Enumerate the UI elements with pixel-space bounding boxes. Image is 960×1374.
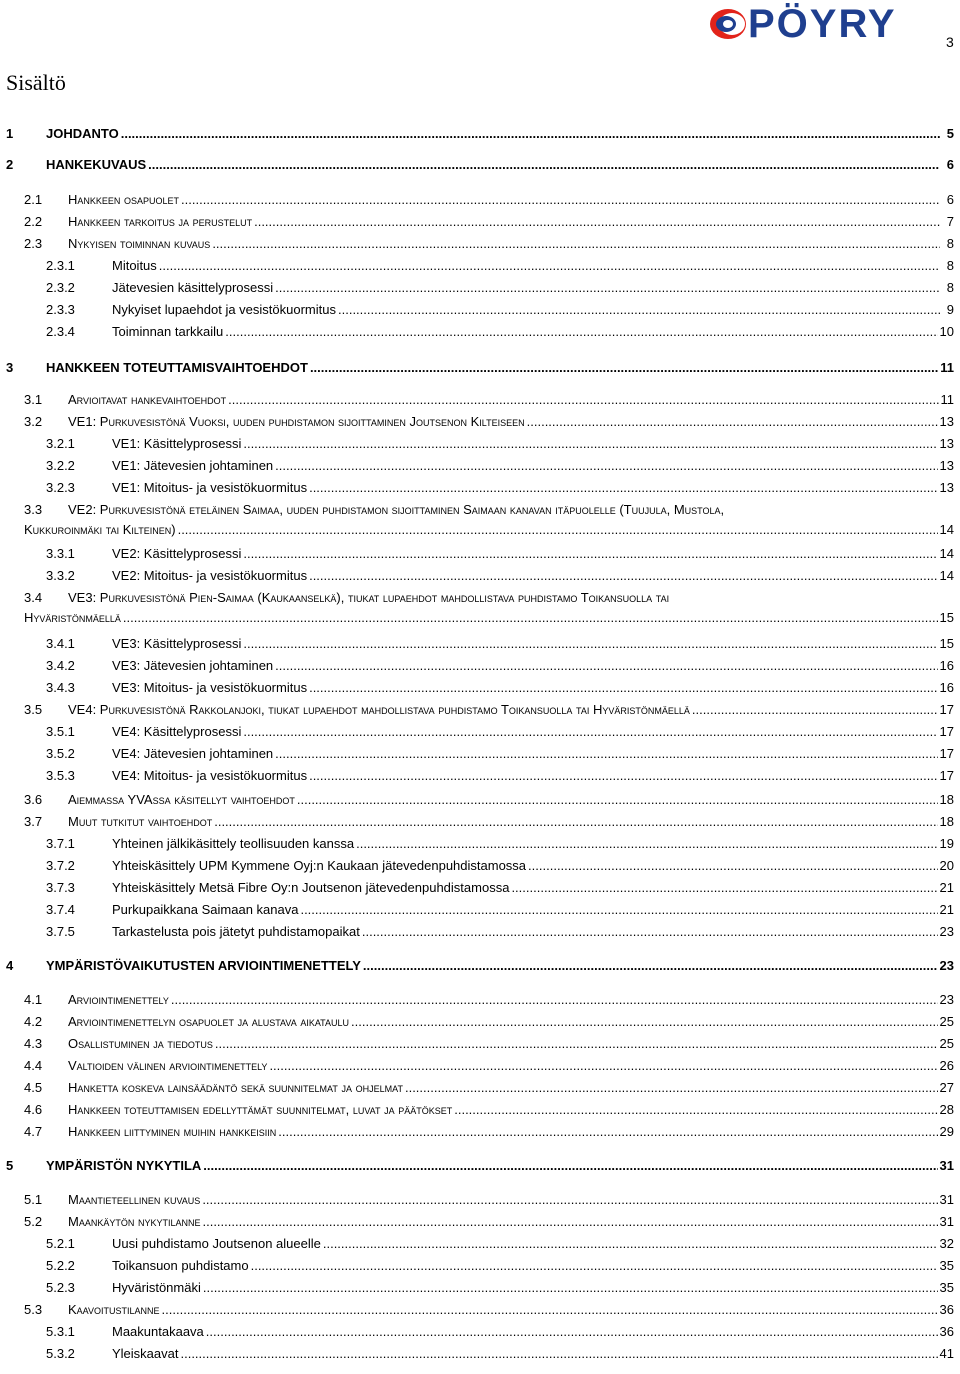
toc-entry-title: VE3: Jätevesien johtaminen bbox=[112, 658, 274, 673]
toc-entry-number: 4.4 bbox=[24, 1058, 43, 1073]
toc-leader-dots bbox=[275, 656, 937, 676]
toc-leader-dots bbox=[309, 566, 937, 586]
toc-entry-page: 31 bbox=[939, 1214, 954, 1229]
toc-entry-number: 3.5.1 bbox=[46, 724, 75, 739]
toc-entry[interactable] bbox=[0, 744, 960, 764]
toc-entry-title: Arvioitavat hankevaihtoehdot bbox=[68, 392, 227, 407]
toc-leader-dots bbox=[206, 1322, 938, 1342]
toc-entry-title: VE2: Purkuvesistönä eteläinen Saimaa, uuden puhdistamon sijoittaminen Saimaan kanavan itäpuolelle (Tuujula, Mustola, bbox=[68, 502, 725, 517]
toc-entry-page: 17 bbox=[939, 724, 954, 739]
toc-entry-title: HANKKEEN TOTEUTTAMISVAIHTOEHDOT bbox=[46, 360, 308, 375]
toc-entry-number: 4.3 bbox=[24, 1036, 43, 1051]
toc-entry[interactable] bbox=[0, 990, 960, 1010]
toc-leader-dots bbox=[338, 300, 940, 320]
toc-leader-dots bbox=[323, 1234, 938, 1254]
toc-entry-page: 8 bbox=[946, 258, 954, 273]
toc-entry-title: Tarkastelusta pois jätetyt puhdistamopaikat bbox=[112, 924, 360, 939]
toc-entry-title: YMPÄRISTÖN NYKYTILA bbox=[46, 1158, 202, 1173]
toc-entry[interactable] bbox=[0, 212, 960, 232]
toc-entry-page: 19 bbox=[939, 836, 954, 851]
toc-entry-number: 4.7 bbox=[24, 1124, 43, 1139]
toc-entry-page: 36 bbox=[939, 1324, 954, 1339]
toc-entry-page: 11 bbox=[940, 392, 954, 407]
toc-entry[interactable] bbox=[0, 256, 960, 276]
toc-entry-page: 41 bbox=[939, 1346, 954, 1361]
toc-entry[interactable] bbox=[0, 500, 960, 537]
toc-leader-dots bbox=[243, 722, 937, 742]
toc-entry-number: 1 bbox=[6, 126, 14, 141]
toc-leader-dots bbox=[405, 1078, 938, 1098]
toc-entry-title: Hyväristönmäki bbox=[112, 1280, 201, 1295]
toc-entry-number: 3.1 bbox=[24, 392, 43, 407]
toc-entry-title: JOHDANTO bbox=[46, 126, 119, 141]
toc-leader-dots bbox=[269, 1056, 937, 1076]
toc-entry-title-continued: Kukkuroinmäki tai Kilteinen) bbox=[24, 522, 176, 537]
page-title: Sisältö bbox=[6, 70, 66, 95]
toc-entry-number: 3.4.3 bbox=[46, 680, 75, 695]
toc-entry-title: Toikansuon puhdistamo bbox=[112, 1258, 249, 1273]
toc-entry[interactable] bbox=[0, 566, 960, 586]
toc-entry-number: 2.3.1 bbox=[46, 258, 75, 273]
page-number: 3 bbox=[946, 34, 954, 50]
toc-entry-page: 18 bbox=[939, 814, 954, 829]
toc-entry-number: 3.3 bbox=[24, 502, 43, 517]
toc-entry-title: Yhteiskäsittely Metsä Fibre Oy:n Joutsenon jätevedenpuhdistamossa bbox=[112, 880, 510, 895]
toc-leader-dots bbox=[203, 1278, 938, 1298]
toc-entry-title: Muut tutkitut vaihtoehdot bbox=[68, 814, 213, 829]
toc-entry-number: 3.2.3 bbox=[46, 480, 75, 495]
toc-leader-dots bbox=[351, 1012, 938, 1032]
toc-entry[interactable] bbox=[0, 678, 960, 698]
toc-leader-dots bbox=[203, 1156, 937, 1176]
toc-entry[interactable] bbox=[0, 588, 960, 625]
toc-entry-number: 5.2 bbox=[24, 1214, 43, 1229]
toc-entry[interactable] bbox=[0, 124, 960, 144]
toc-entry-number: 3.5.3 bbox=[46, 768, 75, 783]
toc-leader-dots bbox=[454, 1100, 937, 1120]
toc-leader-dots bbox=[300, 900, 937, 920]
toc-entry-page: 23 bbox=[939, 992, 954, 1007]
toc-entry-number: 4.6 bbox=[24, 1102, 43, 1117]
toc-entry-number: 2.3.4 bbox=[46, 324, 75, 339]
toc-entry-page: 8 bbox=[946, 236, 954, 251]
toc-leader-dots bbox=[212, 234, 940, 254]
toc-leader-dots bbox=[275, 278, 940, 298]
toc-entry-number: 3.7.4 bbox=[46, 902, 75, 917]
toc-entry-number: 4.1 bbox=[24, 992, 43, 1007]
toc-entry[interactable] bbox=[0, 1256, 960, 1276]
toc-entry[interactable] bbox=[0, 190, 960, 210]
toc-entry-number: 3.6 bbox=[24, 792, 43, 807]
toc-entry-title: VE4: Jätevesien johtaminen bbox=[112, 746, 274, 761]
toc-entry[interactable] bbox=[0, 878, 960, 898]
toc-entry-page: 14 bbox=[939, 568, 954, 583]
toc-entry-number: 3.7.1 bbox=[46, 836, 75, 851]
toc-entry-number: 3.3.1 bbox=[46, 546, 75, 561]
toc-entry[interactable] bbox=[0, 1156, 960, 1176]
toc-entry-title: Hanketta koskeva lainsäädäntö sekä suunnitelmat ja ohjelmat bbox=[68, 1080, 403, 1095]
toc-entry-page: 29 bbox=[939, 1124, 954, 1139]
toc-entry-page: 31 bbox=[939, 1158, 954, 1173]
toc-entry-page: 8 bbox=[946, 280, 954, 295]
toc-entry[interactable] bbox=[0, 790, 960, 810]
toc-entry-title: HANKEKUVAUS bbox=[46, 157, 147, 172]
toc-entry[interactable] bbox=[0, 1190, 960, 1210]
toc-entry-title: VE1: Mitoitus- ja vesistökuormitus bbox=[112, 480, 308, 495]
toc-entry-title: VE1: Jätevesien johtaminen bbox=[112, 458, 274, 473]
toc-leader-dots bbox=[356, 834, 937, 854]
toc-entry-title: Jätevesien käsittelyprosessi bbox=[112, 280, 274, 295]
toc-leader-dots bbox=[309, 766, 937, 786]
toc-entry-number: 3 bbox=[6, 360, 14, 375]
toc-entry-page: 16 bbox=[939, 680, 954, 695]
toc-leader-dots bbox=[692, 700, 938, 720]
toc-entry[interactable] bbox=[0, 1322, 960, 1342]
toc-leader-dots bbox=[528, 856, 937, 876]
toc-entry[interactable] bbox=[0, 300, 960, 320]
toc-entry-title: Yleiskaavat bbox=[112, 1346, 179, 1361]
toc-leader-dots bbox=[243, 544, 937, 564]
toc-entry-number: 5.2.2 bbox=[46, 1258, 75, 1273]
toc-entry-title: Hankkeen tarkoitus ja perustelut bbox=[68, 214, 253, 229]
toc-entry-page: 15 bbox=[939, 610, 954, 625]
toc-leader-dots bbox=[202, 1212, 937, 1232]
toc-leader-dots bbox=[171, 990, 938, 1010]
toc-leader-dots bbox=[243, 434, 937, 454]
toc-entry-title: Arviointimenettelyn osapuolet ja alustava aikataulu bbox=[68, 1014, 350, 1029]
toc-entry-title: Mitoitus bbox=[112, 258, 157, 273]
toc-entry-page: 15 bbox=[939, 636, 954, 651]
toc-leader-dots bbox=[275, 456, 937, 476]
toc-entry-title: VE4: Mitoitus- ja vesistökuormitus bbox=[112, 768, 308, 783]
toc-entry-page: 21 bbox=[939, 902, 954, 917]
toc-entry-title: YMPÄRISTÖVAIKUTUSTEN ARVIOINTIMENETTELY bbox=[46, 958, 361, 973]
toc-entry-title: Hankkeen toteuttamisen edellyttämät suunnitelmat, luvat ja päätökset bbox=[68, 1102, 453, 1117]
toc-entry-title: Purkupaikkana Saimaan kanava bbox=[112, 902, 299, 917]
toc-entry-title: Yhteiskäsittely UPM Kymmene Oyj:n Kaukaan jätevedenpuhdistamossa bbox=[112, 858, 527, 873]
toc-entry-title: Kaavoitustilanne bbox=[68, 1302, 160, 1317]
toc-entry-page: 11 bbox=[940, 360, 954, 375]
toc-entry[interactable] bbox=[0, 358, 960, 378]
toc-entry-number: 5 bbox=[6, 1158, 14, 1173]
toc-leader-dots bbox=[178, 520, 938, 540]
toc-entry[interactable] bbox=[0, 834, 960, 854]
toc-entry-page: 5 bbox=[946, 126, 954, 141]
toc-entry-number: 5.2.1 bbox=[46, 1236, 75, 1251]
toc-entry-page: 10 bbox=[939, 324, 954, 339]
toc-entry-page: 31 bbox=[939, 1192, 954, 1207]
toc-entry-number: 4.2 bbox=[24, 1014, 43, 1029]
poyry-swirl-icon bbox=[708, 6, 748, 42]
toc-entry-number: 3.2.2 bbox=[46, 458, 75, 473]
toc-entry-page: 14 bbox=[939, 546, 954, 561]
toc-entry-number: 2.3.3 bbox=[46, 302, 75, 317]
toc-entry-page: 6 bbox=[946, 157, 954, 172]
toc-entry-number: 3.7.2 bbox=[46, 858, 75, 873]
toc-entry[interactable] bbox=[0, 1034, 960, 1054]
toc-entry[interactable] bbox=[0, 478, 960, 498]
toc-entry-number: 2.1 bbox=[24, 192, 43, 207]
toc-entry-title: Maankäytön nykytilanne bbox=[68, 1214, 201, 1229]
toc-entry-page: 23 bbox=[939, 924, 954, 939]
toc-entry-page: 28 bbox=[939, 1102, 954, 1117]
toc-entry[interactable] bbox=[0, 1056, 960, 1076]
toc-leader-dots bbox=[225, 322, 937, 342]
toc-entry-page: 16 bbox=[939, 658, 954, 673]
logo-text: PÖYRY bbox=[748, 2, 897, 46]
toc-entry[interactable] bbox=[0, 234, 960, 254]
toc-entry-number: 3.3.2 bbox=[46, 568, 75, 583]
poyry-logo bbox=[708, 2, 944, 46]
toc-leader-dots bbox=[310, 358, 938, 378]
toc-entry-page: 9 bbox=[946, 302, 954, 317]
toc-entry-title: VE2: Käsittelyprosessi bbox=[112, 546, 242, 561]
toc-entry-title: VE1: Käsittelyprosessi bbox=[112, 436, 242, 451]
toc-entry-page: 20 bbox=[939, 858, 954, 873]
toc-entry-title: VE3: Mitoitus- ja vesistökuormitus bbox=[112, 680, 308, 695]
toc-leader-dots bbox=[527, 412, 938, 432]
toc-leader-dots bbox=[159, 256, 940, 276]
toc-leader-dots bbox=[123, 608, 938, 628]
toc-entry-title: Maakuntakaava bbox=[112, 1324, 204, 1339]
toc-entry-number: 3.4.2 bbox=[46, 658, 75, 673]
toc-entry[interactable] bbox=[0, 1300, 960, 1320]
toc-entry-number: 3.4 bbox=[24, 590, 43, 605]
toc-entry[interactable] bbox=[0, 434, 960, 454]
toc-entry-title: Hankkeen liittyminen muihin hankkeisiin bbox=[68, 1124, 277, 1139]
toc-entry-page: 6 bbox=[946, 192, 954, 207]
toc-leader-dots bbox=[148, 155, 940, 175]
toc-entry-number: 2.3.2 bbox=[46, 280, 75, 295]
toc-entry-number: 3.7 bbox=[24, 814, 43, 829]
toc-leader-dots bbox=[214, 812, 937, 832]
toc-leader-dots bbox=[278, 1122, 937, 1142]
toc-entry-number: 3.4.1 bbox=[46, 636, 75, 651]
toc-entry-title: Hankkeen osapuolet bbox=[68, 192, 180, 207]
toc-entry-number: 3.5 bbox=[24, 702, 43, 717]
toc-entry[interactable] bbox=[0, 634, 960, 654]
toc-entry-page: 27 bbox=[939, 1080, 954, 1095]
toc-entry-page: 17 bbox=[939, 768, 954, 783]
toc-entry-page: 17 bbox=[939, 746, 954, 761]
toc-leader-dots bbox=[243, 634, 937, 654]
toc-entry-number: 2.2 bbox=[24, 214, 43, 229]
toc-entry[interactable] bbox=[0, 278, 960, 298]
toc-leader-dots bbox=[309, 678, 937, 698]
toc-leader-dots bbox=[180, 1344, 937, 1364]
toc-entry[interactable] bbox=[0, 856, 960, 876]
toc-entry[interactable] bbox=[0, 1344, 960, 1364]
toc-leader-dots bbox=[362, 922, 938, 942]
toc-entry-page: 13 bbox=[939, 480, 954, 495]
toc-leader-dots bbox=[363, 956, 938, 976]
toc-entry-title: VE4: Käsittelyprosessi bbox=[112, 724, 242, 739]
toc-entry-number: 2 bbox=[6, 157, 14, 172]
toc-entry[interactable] bbox=[0, 1122, 960, 1142]
toc-entry-page: 32 bbox=[939, 1236, 954, 1251]
toc-entry-page: 13 bbox=[939, 458, 954, 473]
toc-entry-title: Valtioiden välinen arviointimenettely bbox=[68, 1058, 268, 1073]
toc-entry[interactable] bbox=[0, 722, 960, 742]
toc-leader-dots bbox=[254, 212, 940, 232]
toc-entry[interactable] bbox=[0, 322, 960, 342]
toc-entry-title: VE3: Käsittelyprosessi bbox=[112, 636, 242, 651]
toc-entry-number: 3.2.1 bbox=[46, 436, 75, 451]
toc-entry-page: 35 bbox=[939, 1258, 954, 1273]
toc-entry[interactable] bbox=[0, 1012, 960, 1032]
toc-entry-page: 26 bbox=[939, 1058, 954, 1073]
toc-leader-dots bbox=[181, 190, 940, 210]
toc-leader-dots bbox=[228, 390, 938, 410]
toc-entry-title: Uusi puhdistamo Joutsenon alueelle bbox=[112, 1236, 321, 1251]
toc-entry-title: VE3: Purkuvesistönä Pien-Saimaa (Kaukaanselkä), tiukat lupaehdot mahdollistava puhdistamo Toikansuolla tai bbox=[68, 590, 670, 605]
toc-entry-page: 7 bbox=[946, 214, 954, 229]
toc-entry-number: 5.3.2 bbox=[46, 1346, 75, 1361]
toc-leader-dots bbox=[162, 1300, 938, 1320]
toc-entry-title: Nykyiset lupaehdot ja vesistökuormitus bbox=[112, 302, 336, 317]
toc-entry-page: 23 bbox=[939, 958, 954, 973]
toc-entry[interactable] bbox=[0, 766, 960, 786]
toc-entry-title: Toiminnan tarkkailu bbox=[112, 324, 224, 339]
toc-leader-dots bbox=[297, 790, 938, 810]
toc-entry[interactable] bbox=[0, 922, 960, 942]
toc-leader-dots bbox=[202, 1190, 937, 1210]
toc-entry[interactable] bbox=[0, 1078, 960, 1098]
toc-entry[interactable] bbox=[0, 1212, 960, 1232]
toc-entry-page: 17 bbox=[939, 702, 954, 717]
toc-entry-page: 13 bbox=[939, 436, 954, 451]
toc-entry-title: Aiemmassa YVAssa käsitellyt vaihtoehdot bbox=[68, 792, 295, 807]
toc-entry-page: 18 bbox=[939, 792, 954, 807]
toc-entry[interactable] bbox=[0, 1100, 960, 1120]
toc-entry[interactable] bbox=[0, 155, 960, 175]
toc-entry-page: 21 bbox=[939, 880, 954, 895]
toc-entry-number: 5.3.1 bbox=[46, 1324, 75, 1339]
toc-entry-page: 13 bbox=[939, 414, 954, 429]
toc-leader-dots bbox=[309, 478, 937, 498]
toc-entry[interactable] bbox=[0, 390, 960, 410]
toc-entry[interactable] bbox=[0, 456, 960, 476]
toc-entry-number: 3.2 bbox=[24, 414, 43, 429]
toc-entry-title: Osallistuminen ja tiedotus bbox=[68, 1036, 213, 1051]
toc-entry[interactable] bbox=[0, 812, 960, 832]
toc-entry[interactable] bbox=[0, 412, 960, 432]
toc-leader-dots bbox=[511, 878, 937, 898]
toc-entry-title: Maantieteellinen kuvaus bbox=[68, 1192, 201, 1207]
toc-entry[interactable] bbox=[0, 656, 960, 676]
toc-entry-page: 25 bbox=[939, 1036, 954, 1051]
toc-entry-title: VE4: Purkuvesistönä Rakkolanjoki, tiukat lupaehdot mahdollistava puhdistamo Toikansuolla tai Hyväristönmäellä bbox=[68, 702, 690, 717]
toc-entry-number: 5.3 bbox=[24, 1302, 43, 1317]
toc-entry-title-continued: Hyväristönmäellä bbox=[24, 610, 121, 625]
toc-entry-number: 2.3 bbox=[24, 236, 43, 251]
toc-entry-title: VE2: Mitoitus- ja vesistökuormitus bbox=[112, 568, 308, 583]
toc-leader-dots bbox=[215, 1034, 938, 1054]
toc-entry-title: VE1: Purkuvesistönä Vuoksi, uuden puhdistamon sijoittaminen Joutsenon Kilteiseen bbox=[68, 414, 525, 429]
toc-entry-title: Arviointimenettely bbox=[68, 992, 169, 1007]
toc-entry[interactable] bbox=[0, 956, 960, 976]
toc-entry[interactable] bbox=[0, 1234, 960, 1254]
toc-leader-dots bbox=[275, 744, 937, 764]
toc-entry-number: 3.7.3 bbox=[46, 880, 75, 895]
toc-entry[interactable] bbox=[0, 900, 960, 920]
toc-entry[interactable] bbox=[0, 544, 960, 564]
toc-entry-number: 3.5.2 bbox=[46, 746, 75, 761]
toc-entry-page: 36 bbox=[939, 1302, 954, 1317]
toc-entry-page: 25 bbox=[939, 1014, 954, 1029]
toc-entry-title: Nykyisen toiminnan kuvaus bbox=[68, 236, 211, 251]
toc-entry-number: 4 bbox=[6, 958, 14, 973]
toc-entry-number: 4.5 bbox=[24, 1080, 43, 1095]
toc-entry-number: 3.7.5 bbox=[46, 924, 75, 939]
toc-entry-page: 14 bbox=[939, 522, 954, 537]
toc-leader-dots bbox=[121, 124, 940, 144]
toc-entry-title: Yhteinen jälkikäsittely teollisuuden kanssa bbox=[112, 836, 355, 851]
toc-entry-number: 5.1 bbox=[24, 1192, 43, 1207]
toc-leader-dots bbox=[251, 1256, 938, 1276]
toc-entry[interactable] bbox=[0, 1278, 960, 1298]
toc-entry[interactable] bbox=[0, 700, 960, 720]
toc-entry-number: 5.2.3 bbox=[46, 1280, 75, 1295]
page-header bbox=[0, 0, 960, 70]
toc-entry-page: 35 bbox=[939, 1280, 954, 1295]
